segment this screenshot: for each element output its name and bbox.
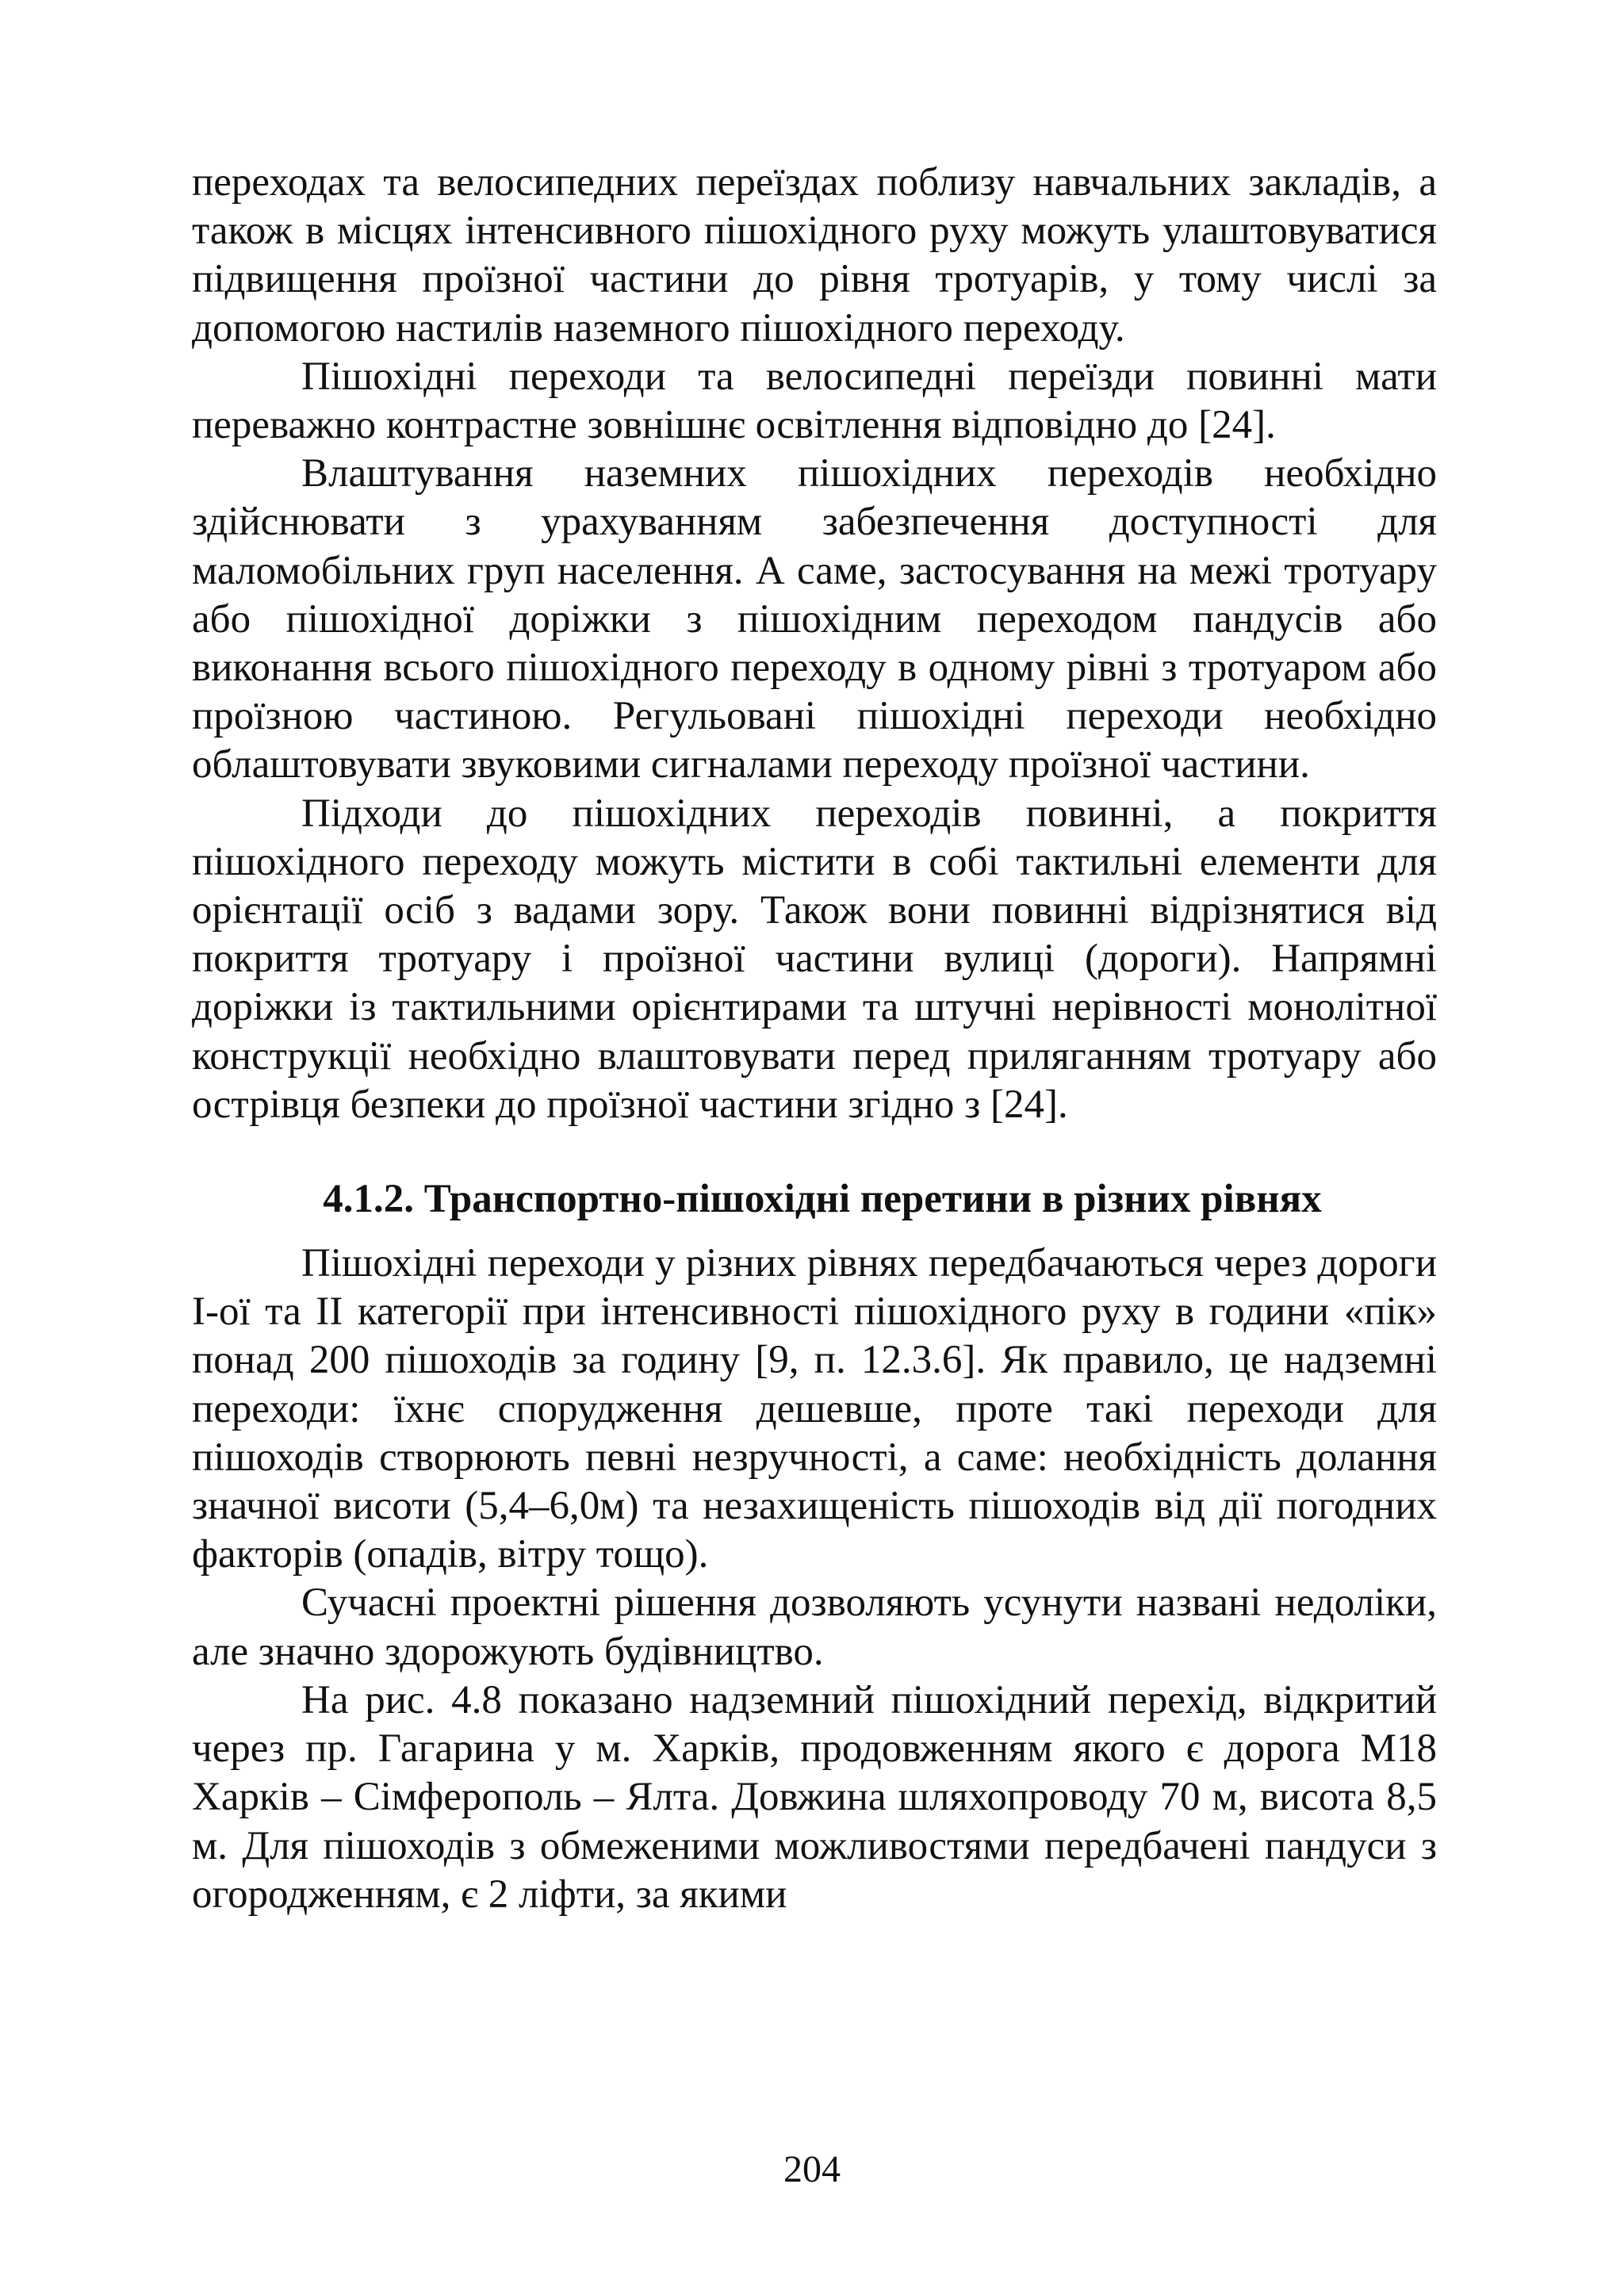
- paragraph-accessibility: Влаштування наземних пішохідних переходів необхідно здійснювати з урахуванням забезпечення доступності для маломобільних груп населення. А саме, застосування на межі тротуару або пішохідної доріжки з пішохідним переходом пандусів або виконання всього пішохідного переходу в одному рівні з тротуаром або проїзною частиною. Регульовані пішохідні переходи необхідно облаштовувати звуковими сигналами переходу проїзної частини.: [192, 451, 1437, 787]
- section-heading: 4.1.2. Транспортно-пішохідні перетини в різних рівнях: [323, 1177, 1322, 1222]
- paragraph-continuation: переходах та велосипедних переїздах поблизу навчальних закладів, а також в місцях інтенсивного пішохідного руху можуть улаштовуватися підвищення проїзної частини до рівня тротуарів, у тому числі за допомогою настилів наземного пішохідного переходу.: [192, 160, 1437, 351]
- paragraph-figure-reference: На рис. 4.8 показано надземний пішохідний перехід, відкритий через пр. Гагарина у м. Харків, продовженням якого є дорога М18 Харків – Сімферополь – Ялта. Довжина шляхопроводу 70 м, висота 8,5 м. Для пішоходів з обмеженими можливостями передбачені пандуси з огородженням, є 2 ліфти, за якими: [192, 1677, 1437, 1917]
- paragraph-grade-separated-crossings: Пішохідні переходи у різних рівнях передбачаються через дороги І-ої та ІІ категорії при інтенсивності пішохідного руху в години «пік» понад 200 пішоходів за годину [9, п. 12.3.6]. Як правило, це надземні переходи: їхнє спорудження дешевше, проте такі переходи для пішоходів створюють певні незручності, а саме: необхідність долання значної висоти (5,4–6,0м) та незахищеність пішоходів від дії погодних факторів (опадів, вітру тощо).: [192, 1241, 1437, 1577]
- paragraph-lighting: Пішохідні переходи та велосипедні переїзди повинні мати переважно контрастне зовнішнє освітлення відповідно до [24].: [192, 354, 1437, 448]
- body-text: [192, 159, 1437, 1919]
- paragraph-design-solutions: Сучасні проектні рішення дозволяють усунути названі недоліки, але значно здорожують будівництво.: [192, 1580, 1437, 1674]
- page-number: 204: [783, 2148, 841, 2190]
- paragraph-tactile-elements: Підходи до пішохідних переходів повинні, а покриття пішохідного переходу можуть містити в собі тактильні елементи для орієнтації осіб з вадами зору. Також вони повинні відрізнятися від покриття тротуару і проїзної частини вулиці (дороги). Напрямні доріжки із тактильними орієнтирами та штучні нерівності монолітної конструкції необхідно влаштовувати перед приляганням тротуару або острівця безпеки до проїзної частини згідно з [24].: [192, 791, 1437, 1127]
